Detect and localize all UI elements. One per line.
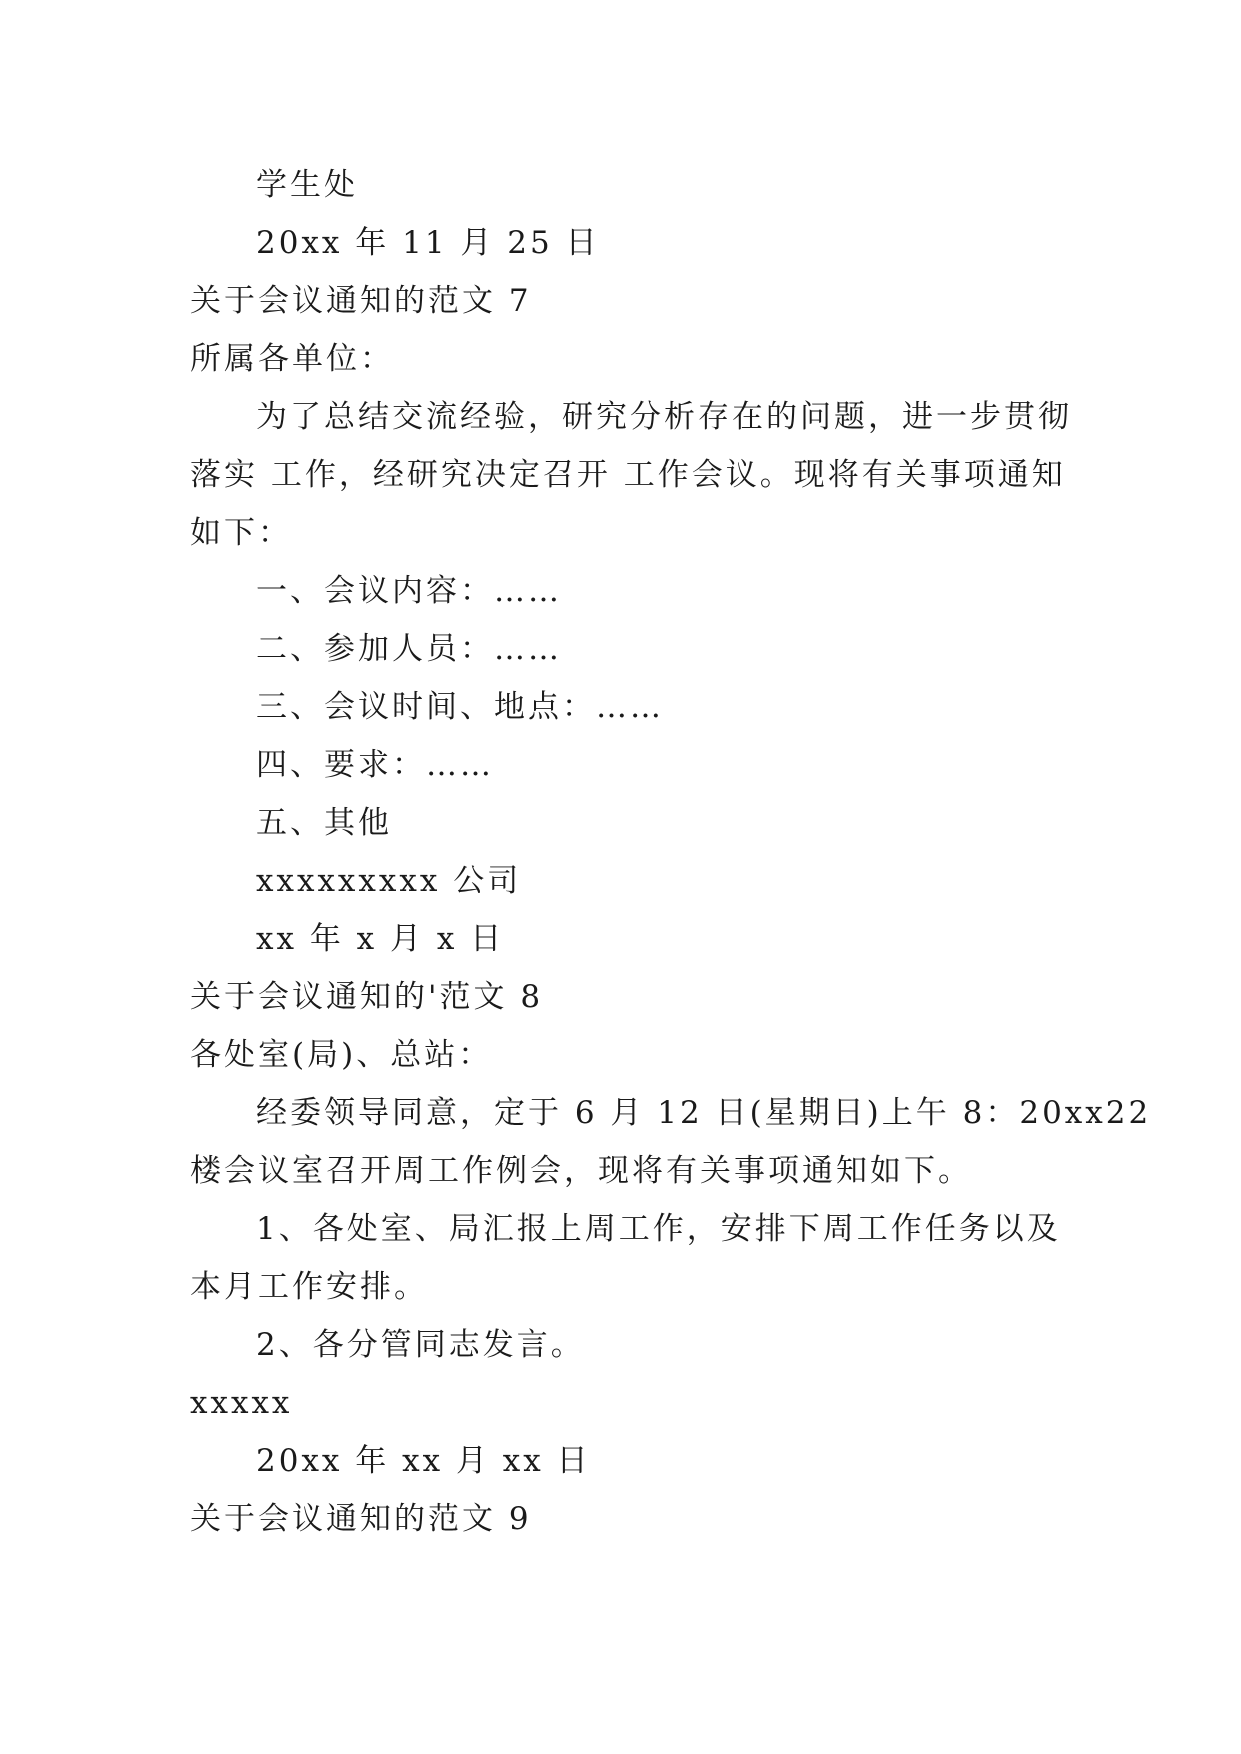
signature-date: 20xx 年 xx 月 xx 日 (256, 1443, 591, 1479)
paragraph-line: 经委领导同意，定于 6 月 12 日(星期日)上午 8：20xx22 (256, 1095, 1152, 1131)
list-item: 2、各分管同志发言。 (256, 1327, 585, 1363)
section-heading-8: 关于会议通知的'范文 8 (190, 979, 544, 1015)
paragraph-line: 楼会议室召开周工作例会，现将有关事项通知如下。 (190, 1153, 972, 1189)
list-item: 四、要求：…… (256, 747, 494, 783)
list-item: 五、其他 (256, 805, 392, 841)
signature-company: xxxxxxxxx 公司 (256, 863, 522, 899)
list-item: 三、会议时间、地点：…… (256, 689, 664, 725)
salutation: 所属各单位： (190, 341, 394, 377)
signature-department: 学生处 (256, 167, 358, 203)
list-item: 一、会议内容：…… (256, 573, 562, 609)
section-heading-9: 关于会议通知的范文 9 (190, 1501, 532, 1537)
signature-date: 20xx 年 11 月 25 日 (256, 225, 600, 261)
salutation: 各处室(局)、总站： (190, 1037, 493, 1073)
paragraph-line: 本月工作安排。 (190, 1269, 428, 1305)
paragraph-line: 如下： (190, 515, 292, 551)
list-item: 二、参加人员：…… (256, 631, 562, 667)
signature-date: xx 年 x 月 x 日 (256, 921, 505, 957)
paragraph-line: 1、各处室、局汇报上周工作，安排下周工作任务以及 (256, 1211, 1061, 1247)
paragraph-line: 落实 工作，经研究决定召开 工作会议。现将有关事项通知 (190, 457, 1066, 493)
signature-name: xxxxx (190, 1385, 293, 1421)
paragraph-line: 为了总结交流经验，研究分析存在的问题，进一步贯彻 (256, 399, 1072, 435)
section-heading-7: 关于会议通知的范文 7 (190, 283, 532, 319)
